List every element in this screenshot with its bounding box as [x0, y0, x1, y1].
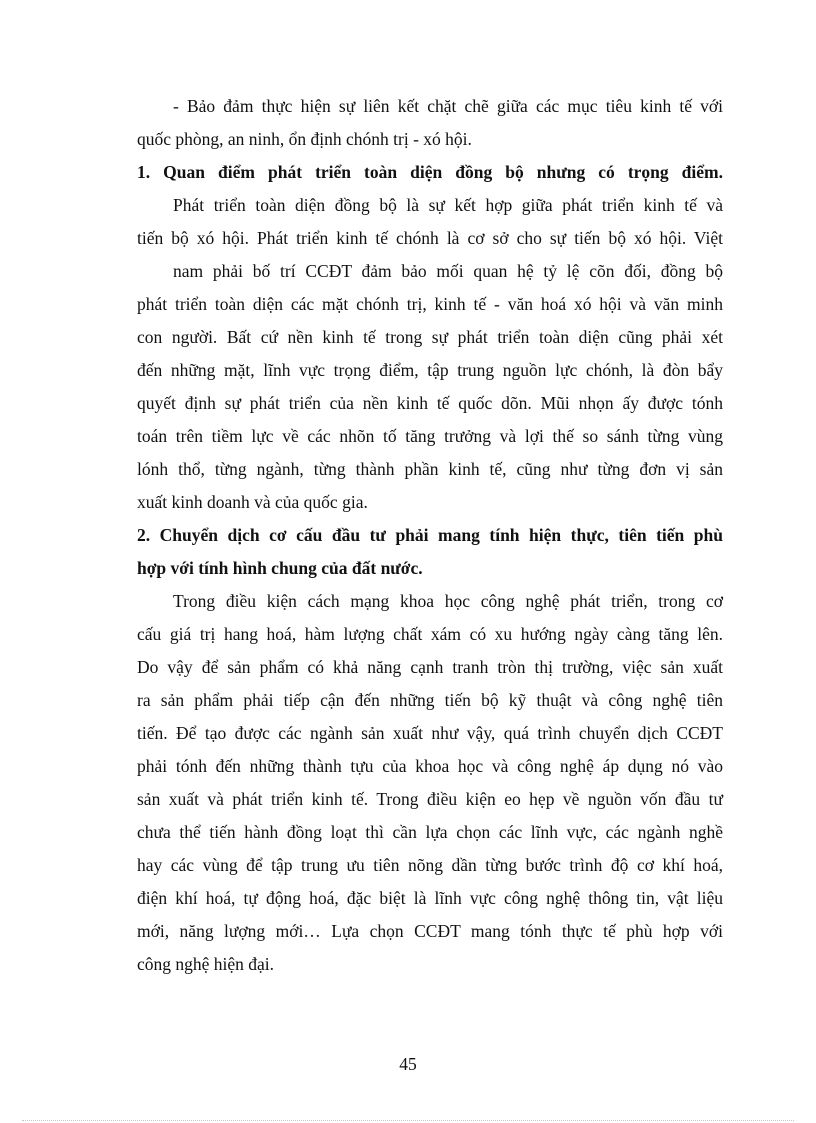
- body-line: Do vậy để sản phẩm có khả năng cạnh tranh tròn thị trường, việc sản xuất: [137, 657, 723, 677]
- section-heading-1: 1. Quan điểm phát triển toàn diện đồng bộ nhưng có trọng điểm.: [137, 162, 723, 182]
- body-line: chưa thể tiến hành đồng loạt thì cần lựa chọn các lĩnh vực, các ngành nghề: [137, 822, 723, 842]
- body-line: công nghệ hiện đại.: [137, 954, 275, 974]
- body-line: hay các vùng để tập trung ưu tiên nõng dần từng bước trình độ cơ khí hoá,: [137, 855, 723, 875]
- body-line: ra sản phẩm phải tiếp cận đến những tiến bộ kỹ thuật và công nghệ tiên: [137, 690, 723, 710]
- section-heading-2-cont: hợp với tính hình chung của đất nước.: [137, 558, 423, 578]
- body-line: xuất kinh doanh và của quốc gia.: [137, 492, 368, 512]
- body-line: cấu giá trị hang hoá, hàm lượng chất xám có xu hướng ngày càng tăng lên.: [137, 624, 723, 644]
- body-line: Trong điều kiện cách mạng khoa học công nghệ phát triển, trong cơ: [173, 591, 723, 611]
- body-line: con người. Bất cứ nền kinh tế trong sự phát triển toàn diện cũng phải xét: [137, 327, 723, 347]
- body-line: đến những mặt, lĩnh vực trọng điểm, tập trung nguồn lực chónh, là đòn bẩy: [137, 360, 723, 380]
- body-line: sản xuất và phát triển kinh tế. Trong điều kiện eo hẹp về nguồn vốn đầu tư: [137, 789, 723, 809]
- footer-divider: [22, 1120, 794, 1121]
- body-line: toán trên tiềm lực về các nhõn tố tăng trưởng và lợi thế so sánh từng vùng: [137, 426, 723, 446]
- body-line: tiến bộ xó hội. Phát triển kinh tế chónh là cơ sở cho sự tiến bộ xó hội. Việt: [137, 228, 723, 248]
- body-line: phát triển toàn diện các mặt chónh trị, kinh tế - văn hoá xó hội và văn minh: [137, 294, 723, 314]
- body-line: quyết định sự phát triển của nền kinh tế quốc dõn. Mũi nhọn ấy được tónh: [137, 393, 723, 413]
- body-line: Phát triển toàn diện đồng bộ là sự kết hợp giữa phát triển kinh tế và: [173, 195, 723, 215]
- body-line: lónh thổ, từng ngành, từng thành phần kinh tế, cũng như từng đơn vị sản: [137, 459, 723, 479]
- page-number: 45: [399, 1054, 417, 1074]
- body-line: phải tónh đến những thành tựu của khoa học và công nghệ áp dụng nó vào: [137, 756, 723, 776]
- body-line: - Bảo đảm thực hiện sự liên kết chặt chẽ giữa các mục tiêu kinh tế với: [173, 96, 723, 116]
- body-line: tiến. Để tạo được các ngành sản xuất như vậy, quá trình chuyển dịch CCĐT: [137, 723, 723, 743]
- body-line: quốc phòng, an ninh, ổn định chónh trị - xó hội.: [137, 129, 472, 149]
- section-heading-2: 2. Chuyển dịch cơ cấu đầu tư phải mang tính hiện thực, tiên tiến phù: [137, 525, 723, 545]
- body-line: mới, năng lượng mới… Lựa chọn CCĐT mang tónh thực tế phù hợp với: [137, 921, 723, 941]
- body-line: nam phải bố trí CCĐT đảm bảo mối quan hệ tỷ lệ cõn đối, đồng bộ: [173, 261, 723, 281]
- body-line: điện khí hoá, tự động hoá, đặc biệt là lĩnh vực công nghệ thông tin, vật liệu: [137, 888, 723, 908]
